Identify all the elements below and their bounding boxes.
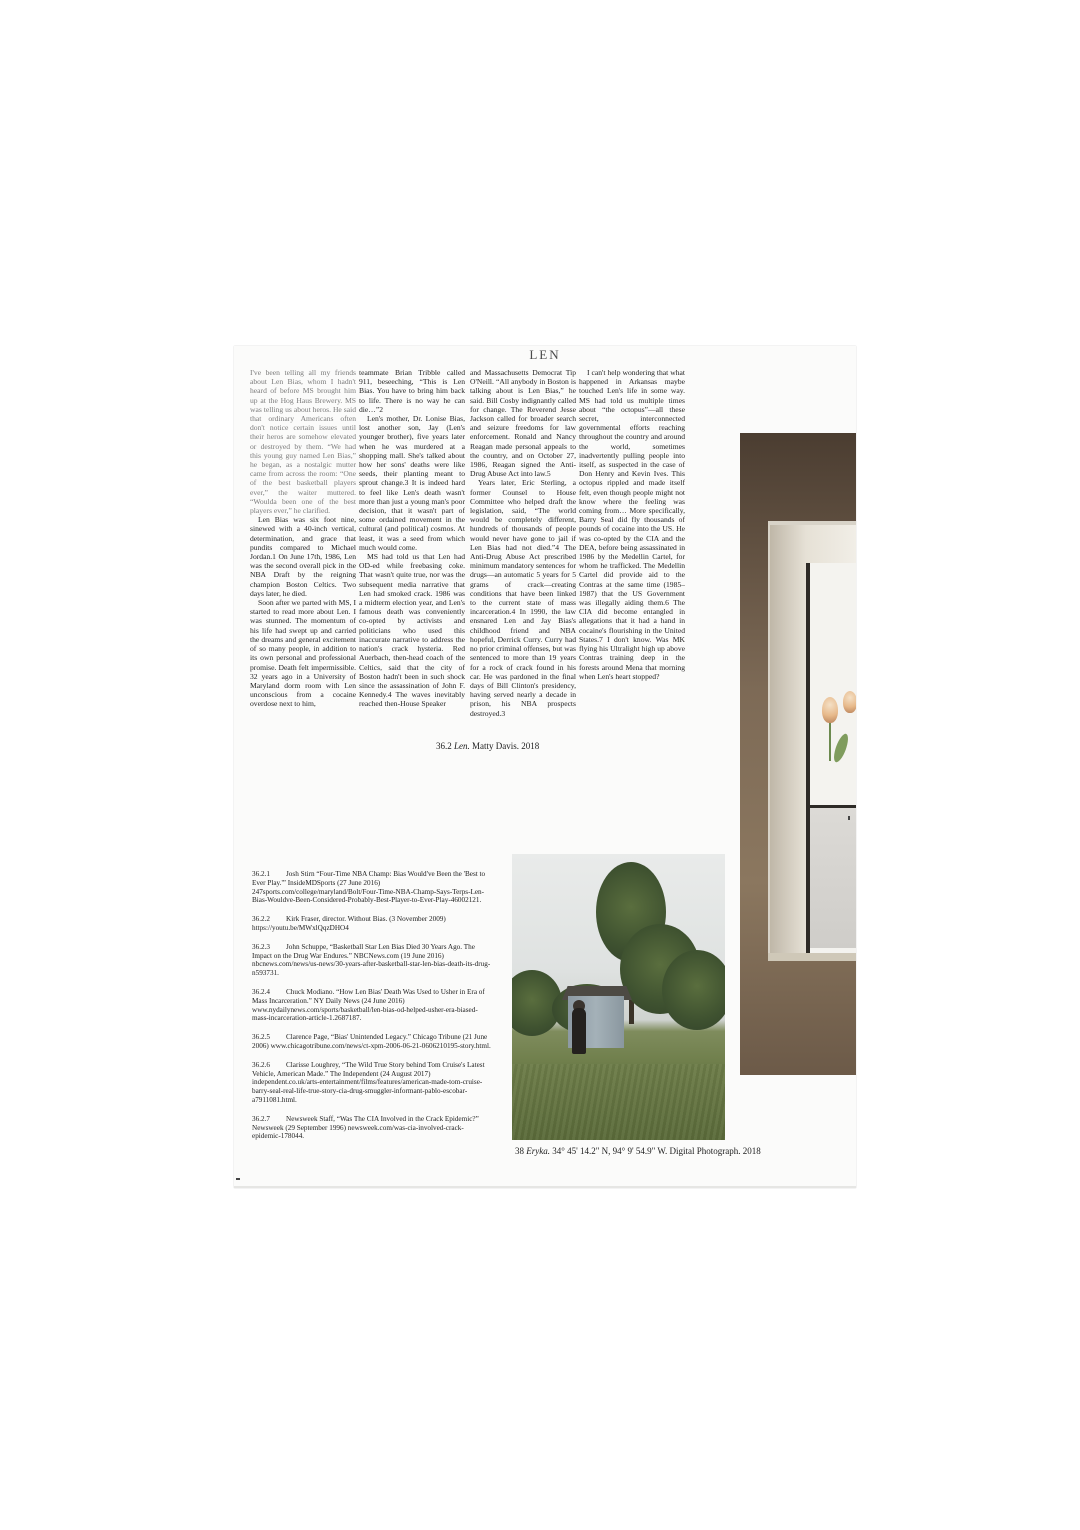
footnote-text: Clarence Page, “Bias' Unintended Legacy.” Chicago Tribune (21 June 2006) www.chicagotribune.com/news/ct-xpm-2006-06-21-0606210195-story.html.	[252, 1033, 491, 1050]
caption-title: Len.	[454, 741, 470, 751]
footnote	[252, 988, 492, 1023]
footnote	[252, 1115, 492, 1141]
text-column-2	[359, 368, 465, 754]
footnote-text: Chuck Modiano. “How Len Bias' Death Was Used to Usher in Era of Mass Incarceration.” NY Daily News (24 June 2016) www.nydailynews.com/sports/basketball/len-bias-od-helped-usher-era-biased-mass-incarceration-article-1.2687187.	[252, 987, 485, 1023]
footnote	[252, 870, 492, 905]
tulip-flower	[843, 691, 856, 713]
footnote	[252, 915, 492, 933]
caption-number: 38	[515, 1146, 524, 1156]
caption-eryka	[515, 1146, 761, 1156]
person-figure	[572, 1008, 586, 1054]
footnote-number: 36.2.3	[252, 942, 270, 951]
paragraph: Len Bias was six foot nine, sinewed with a 40-inch vertical, determination, and grace that pundits compared to Michael Jordan.1 On June 17th, 1986, Len was the second overall pick in the NBA Draft by the reigning champion Boston Celtics. Two days later, he died.	[250, 515, 356, 598]
caption-credit: 34° 45' 14.2" N, 94° 9' 54.9" W. Digital Photograph. 2018	[552, 1146, 761, 1156]
caption-credit: Matty Davis. 2018	[472, 741, 540, 751]
footnote-text: Newsweek Staff, “Was The CIA Involved in the Crack Epidemic?” Newsweek (29 September 1996) newsweek.com/was-cia-involved-crack-epidemic-178044.	[252, 1114, 479, 1141]
footnote	[252, 1033, 492, 1051]
paragraph: MS had told us that Len had OD-ed while freebasing coke. That wasn't quite true, nor was the subsequent media narrative that Len had smoked crack. 1986 was a midterm election year, and Len's famous death was conveniently co-opted by activists and politicians who used this inaccurate narrative to address the nation's crack hysteria. Red Auerbach, then-head coach of the Celtics, said that the city of Boston hadn't been in such shock since the assassination of John F. Kennedy.4 The waves inevitably reached then-House Speaker	[359, 552, 465, 709]
footnotes	[252, 870, 492, 1151]
field-photo	[512, 854, 725, 1140]
footnote-text: Josh Stirn “Four-Time NBA Champ: Bias Would've Been the 'Best to Ever Play.'” InsideMDSports (27 June 2016) 247sports.com/college/maryland/Bolt/Four-Time-NBA-Champ-Says-Terps-Len-Bias-Wouldve-Been-Considered-Probably-Best-Player-to-Ever-Play-46002121.	[252, 870, 486, 905]
footnote-text: Kirk Fraser, director. Without Bias. (3 November 2009) https://youtu.be/MWxlQqzDHO4	[252, 915, 446, 932]
tulip-flower	[822, 697, 838, 723]
magazine-page	[234, 346, 856, 1188]
text-column-4	[579, 368, 685, 754]
footnote	[252, 1061, 492, 1105]
window-photo	[740, 433, 856, 1075]
paragraph: I've been telling all my friends about Len Bias, whom I hadn't heard of before MS brought him up at the Hog Haus Brewery. MS was telling us about heros. He said that ordinary Americans often don't notice certain issues until their heros are somehow elevated or destroyed by them. “We had this young guy named Len Bias,” he began, as a nostalgic mutter came from across the room: “One of the best basketball players ever,” the waiter muttered. “Woulda been one of the best players ever,” he clarified.	[250, 368, 356, 516]
page-edge	[234, 1186, 856, 1188]
caption-number: 36.2	[436, 741, 452, 751]
footnote	[252, 943, 492, 978]
footnote-number: 36.2.6	[252, 1060, 270, 1069]
paragraph: Years later, Eric Sterling, a former Counsel to House Committee who helped draft the legislation, said, “The world would be completely different, hundreds of thousands of people would never have gone to jail if Len Bias had not died.”4 The Anti-Drug Abuse Act prescribed minimum mandatory sentences for drugs—an automatic 5 years for 5 grams of crack—creating conditions that have been linked to the current state of mass incarceration.4 In 1990, the law ensnared Len and Jay Bias's childhood friend and NBA hopeful, Derrick Curry. Curry had no prior criminal offenses, but was sentenced to more than 19 years for a rock of crack found in his car. He was pardoned in the final days of Bill Clinton's presidency, having served nearly a decade in prison, his NBA prospects destroyed.3	[470, 478, 576, 718]
paragraph: Soon after we parted with MS, I started to read more about Len. I was stunned. The momentum of his life had swept up and carried the dreams and general excitement of so many people, in addition to its own personal and professional promise. Death felt impermissible. 32 years ago in a University of Maryland dorm room with Len unconscious from a cocaine overdose next to him,	[250, 598, 356, 709]
running-head: LEN	[529, 347, 561, 362]
paragraph: teammate Brian Tribble called 911, beseeching, “This is Len Bias. You have to bring him back to life. There is no way he can die…”2	[359, 368, 465, 414]
paragraph: I can't help wondering that what happened in Arkansas maybe touched Len's life in some way. MS had told us multiple times about “the octopus”—all these secret, interconnected governmental efforts reaching throughout the country and around the world, sometimes inadvertently pulling people into itself, as suspected in the case of Don Henry and Kevin Ives. This octopus rippled and made itself felt, even though people might not know where the feeling was coming from… More specifically, Barry Seal did fly thousands of pounds of cocaine into the US. He was co-opted by the CIA and the DEA, before being assassinated in 1986 by the Medellin Cartel, for whom he trafficked. The Medellin Cartel did provide aid to the Contras at the same time (1985–1987) that the US Government was illegally aiding them.6 The CIA did become entangled in allegations that it had a hand in cocaine's flourishing in the United States.7 I don't know. Was MK flying his Ultralight high up above Contras training deep in the forests around Mena that morning when Len's heart stopped?	[579, 368, 685, 681]
text-column-1	[250, 368, 356, 754]
footnote-text: John Schuppe, “Basketball Star Len Bias Died 30 Years Ago. The Impact on the Drug War Endures.” NBCNews.com (19 June 2016) nbcnews.com/news/us-news/30-years-after-basketball-star-len-bias-death-its-drug-n593731.	[252, 942, 491, 978]
footnote-number: 36.2.2	[252, 915, 270, 924]
footnote-number: 36.2.7	[252, 1114, 270, 1123]
paragraph: Len's mother, Dr. Lonise Bias, lost another son, Jay (Len's younger brother), five years later when he was murdered at a shopping mall. She's talked about how her sons' deaths were like seeds, their planting meant to sprout change.3 It is indeed hard to feel like Len's death wasn't more than just a young man's poor decision, that it wasn't part of some ordained movement in the cultural (and political) cosmos. At least, it was a seed from which much would come.	[359, 414, 465, 552]
footnote-text: Clarisse Loughrey, “The Wild True Story behind Tom Cruise's Latest Vehicle, American Made.” The Independent (24 August 2017) independent.co.uk/arts-entertainment/films/features/american-made-tom-cruise-barry-seal-real-life-true-story-cia-drug-smuggler-informant-pablo-escobar-a7911081.html.	[252, 1060, 485, 1104]
footnote-number: 36.2.5	[252, 1033, 270, 1042]
text-column-3	[470, 368, 576, 754]
footnote-number: 36.2.1	[252, 870, 270, 878]
caption-title: Eryka.	[526, 1146, 550, 1156]
paragraph: and Massachusetts Democrat Tip O'Neill. “All anybody in Boston is talking about is Len Bias,” he said. Bill Cosby indignantly called for change. The Reverend Jesse Jackson called for broader search and seizure freedoms for law enforcement. Ronald and Nancy Reagan made personal appeals to the country, and on October 27, 1986, Reagan signed the Anti-Drug Abuse Act into law.5	[470, 368, 576, 479]
footnote-number: 36.2.4	[252, 987, 270, 996]
caption-len	[436, 741, 539, 751]
